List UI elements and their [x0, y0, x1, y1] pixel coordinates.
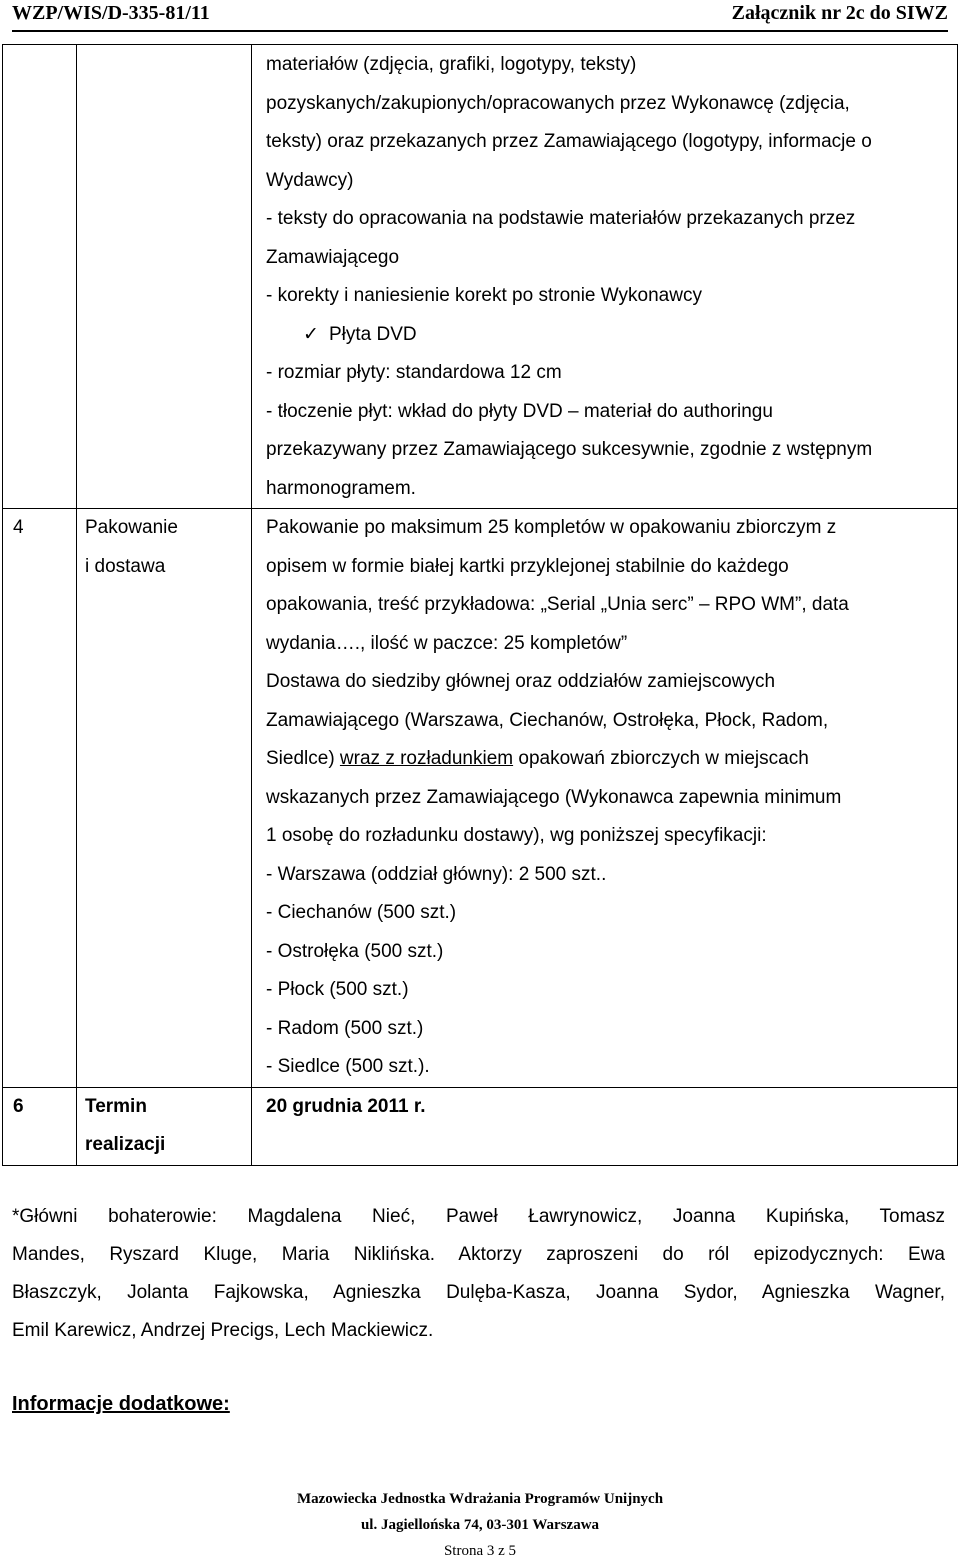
- row-name: [77, 1087, 252, 1165]
- row-number: 4: [3, 509, 77, 1088]
- text-line: Pakowanie po maksimum 25 kompletów w opakowaniu zbiorczym z: [266, 517, 837, 538]
- text-line: - teksty do opracowania na podstawie materiałów przekazanych przez: [266, 208, 856, 229]
- text-line: - rozmiar płyty: standardowa 12 cm: [266, 362, 562, 383]
- text-line: Wydawcy): [266, 169, 354, 191]
- text-line: materiałów (zdjęcia, grafiki, logotypy, teksty): [266, 54, 637, 75]
- note-line: Błaszczyk, Jolanta Fajkowska, Agnieszka Dulęba-Kasza, Joanna Sydor, Agnieszka Wagner,: [12, 1282, 945, 1303]
- text-line: - Ciechanów (500 szt.): [266, 902, 457, 923]
- footer-address: ul. Jagiellońska 74, 03-301 Warszawa: [360, 1517, 600, 1533]
- row-name: [77, 509, 252, 1088]
- document-reference: WZP/WIS/D-335-81/11: [12, 2, 210, 24]
- text-line: Dostawa do siedziby głównej oraz oddziałów zamiejscowych: [266, 671, 776, 692]
- text-line: przekazywany przez Zamawiającego sukcesywnie, zgodnie z wstępnym: [266, 439, 873, 460]
- cast-note: [12, 1198, 945, 1350]
- note-line: *Główni bohaterowie: Magdalena Nieć, Paweł Ławrynowicz, Joanna Kupińska, Tomasz: [12, 1206, 945, 1227]
- text-line: - Ostrołęka (500 szt.): [266, 940, 444, 962]
- text-line: opakowania, treść przykładowa: „Serial „Unia serc” – RPO WM”, data: [266, 594, 849, 615]
- name-cell: [77, 45, 252, 509]
- text-line: 1 osobę do rozładunku dostawy), wg poniższej specyfikacji:: [266, 825, 767, 846]
- checklist-item: [266, 316, 945, 355]
- description-cell: [252, 509, 958, 1088]
- row-name-line: Pakowanie: [85, 517, 178, 538]
- text-line: Zamawiającego (Warszawa, Ciechanów, Ostrołęka, Płock, Radom,: [266, 709, 829, 731]
- text-line: harmonogramem.: [266, 477, 416, 499]
- note-line: Emil Karewicz, Andrzej Precigs, Lech Mackiewicz.: [12, 1320, 434, 1341]
- text-line: - Siedlce (500 szt.).: [266, 1056, 430, 1077]
- text-fragment: opakowań zbiorczych w miejscach: [513, 748, 809, 769]
- note-line: Mandes, Ryszard Kluge, Maria Niklińska. Aktorzy zaproszeni do ról epizodycznych: Ewa: [12, 1244, 945, 1265]
- footer-organization: Mazowiecka Jednostka Wdrażania Programów Unijnych: [296, 1491, 664, 1507]
- text-line: - Radom (500 szt.): [266, 1017, 424, 1039]
- page-number: Strona 3 z 5: [443, 1543, 517, 1559]
- text-line: pozyskanych/zakupionych/opracowanych przez Wykonawcę (zdjęcia,: [266, 92, 850, 114]
- row-name-line: Termin: [85, 1095, 147, 1117]
- underlined-text: wraz z rozładunkiem: [339, 748, 514, 769]
- checklist-item-label: Płyta DVD: [329, 323, 417, 345]
- text-line: - Warszawa (oddział główny): 2 500 szt..: [266, 863, 607, 885]
- deadline-value: 20 grudnia 2011 r.: [252, 1087, 958, 1165]
- text-line: opisem w formie białej kartki przyklejonej stabilnie do każdego: [266, 555, 789, 577]
- text-line: wydania…., ilość w paczce: 25 kompletów”: [266, 632, 628, 654]
- table-row: [3, 509, 958, 1088]
- text-line: Zamawiającego: [266, 246, 400, 268]
- attachment-label: Załącznik nr 2c do SIWZ: [731, 2, 948, 24]
- specification-table: [2, 44, 958, 1166]
- text-line: teksty) oraz przekazanych przez Zamawiającego (logotypy, informacje o: [266, 131, 872, 152]
- text-line: [266, 740, 945, 779]
- row-name-line: realizacji: [85, 1134, 166, 1155]
- page-header: [12, 0, 948, 32]
- row-name-line: i dostawa: [85, 555, 166, 577]
- row-number: 6: [3, 1087, 77, 1165]
- text-line: - tłoczenie płyt: wkład do płyty DVD – materiał do authoringu: [266, 400, 773, 422]
- additional-info-heading: Informacje dodatkowe:: [12, 1393, 230, 1415]
- table-row: [3, 45, 958, 509]
- text-fragment: Siedlce): [266, 748, 340, 769]
- number-cell: [3, 45, 77, 509]
- text-line: wskazanych przez Zamawiającego (Wykonawca zapewnia minimum: [266, 786, 842, 808]
- page-footer: [0, 1486, 960, 1564]
- table-row: [3, 1087, 958, 1165]
- text-line: - Płock (500 szt.): [266, 979, 409, 1000]
- checkmark-icon: ✓: [303, 323, 319, 345]
- description-cell: [252, 45, 958, 509]
- text-line: - korekty i naniesienie korekt po stronie Wykonawcy: [266, 285, 702, 306]
